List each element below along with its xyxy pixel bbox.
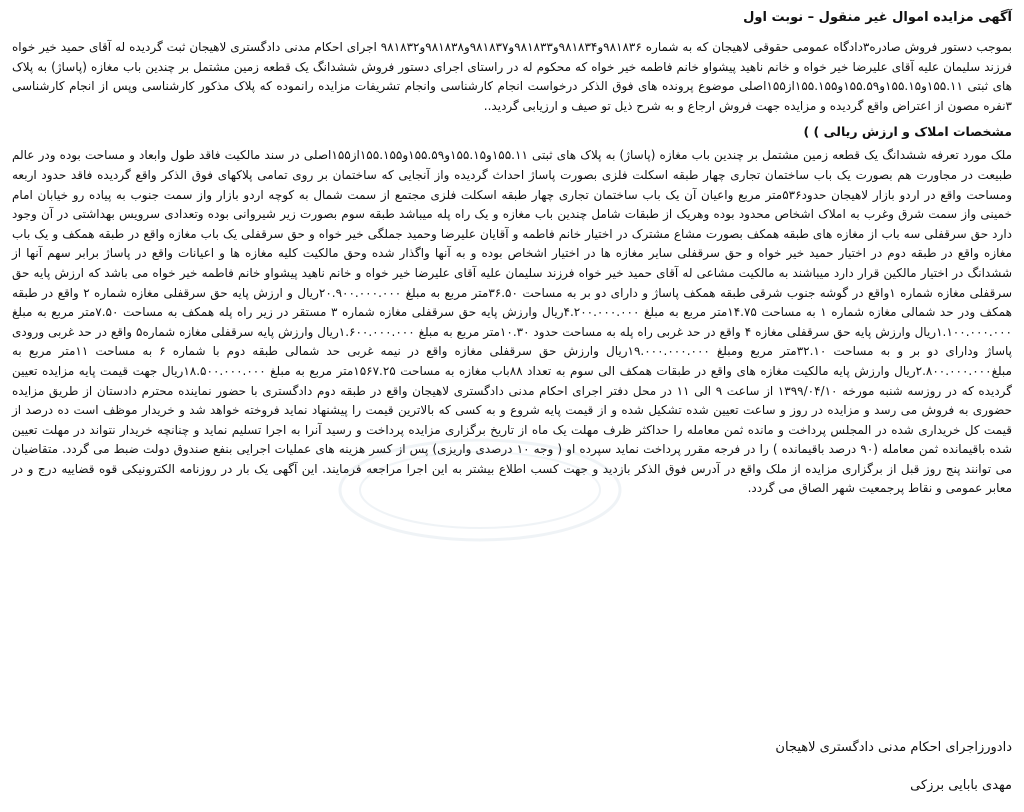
section-heading: مشخصات املاک و ارزش ریالی ) ) [803, 124, 1012, 140]
body-paragraph: ملک مورد تعرفه ششدانگ یک قطعه زمین مشتمل بر چندین باب مغازه (پاساژ) به پلاک های ثبتی ۱۵۵.۱۱و۱۵۵.۱۵و۱۵۵.۵۹و۱۵۵.۱۵۵از۱۵۵اصلی در سند مالکیت فاقد طول وابعاد و مساحت بوده ودر عالم طبیعت در مجاورت هم بصورت یک باب ساختمان تجاری چهار طبقه اسکلت فلزی بصورت پاساژ احداث گردیده واز آنجایی که ساختمان بر روی تمامی پلاکهای فوق الذکر واقع گردیده فاقد حدود اربعه ومساحت واقع در اردو بازار لاهیجان حدود۵۳۶متر مربع واعیان آن یک باب ساختمان تجاری چهار طبقه اسکلت فلزی مجتمع از سمت شمال به کوچه اردو بازار واز سمت جنوب به پیاده رو خیابان امام خمینی واز سمت شرق وغرب به املاک اشخاص محدود بوده وهریک از طبقات شامل چندین باب مغازه و یک راه پله میباشد طبقه سوم بصورت زیر شیروانی بوده وتعدادی سرویس بهداشتی در آن وجود دارد حق سرقفلی سه باب از مغازه های طبقه همکف بصورت مشاع مشترک در اختیار خانم فاطمه و آقایان علیرضا وحمید جملگی خیر خواه و حق سرقفلی یک باب مغازه واقع در طبقه همکف و یک باب مغازه واقع در طبقه دوم در اختیار حمید خیر خواه و حق سرقفلی سایر مغازه ها در اختیار اشخاص بوده و به آنها واگذار شده وحق مالکیت کلیه مغازه ها و اعیانات واقع در پاساژ برابر سهم آنها از ششدانگ در اختیار مالکین قرار دارد میباشند به مالکیت مشاعی له آقای حمید خیر خواه فرزند سلیمان علیه آقای علیرضا خیر خواه و خانم ناهید پیشواو خانم فاطمه خیر خواه می باشد که ارزش پایه حق سرقفلی مغازه شماره ۱واقع در گوشه جنوب شرقی طبقه همکف پاساژ و دارای دو بر به مساحت ۳۶.۵۰متر مربع به مبلغ ۲۰.۹۰۰.۰۰۰.۰۰۰ریال و ارزش پایه حق سرقفلی مغازه شماره ۲ واقع در طبقه همکف ودر حد شمالی مغازه شماره ۱ به مساحت ۱۴.۷۵متر مربع به مبلغ ۴.۲۰۰.۰۰۰.۰۰۰ریال وارزش پایه حق سرقفلی مغازه شماره ۳ مستقر در زیر راه پله همکف به مساحت ۷.۵۰متر مربع به مبلغ ۱.۱۰۰.۰۰۰.۰۰۰ریال وارزش پایه حق سرقفلی مغازه ۴ واقع در حد غربی راه پله به مساحت حدود ۱۰.۳۰متر مربع به مبلغ ۱.۶۰۰.۰۰۰.۰۰۰ریال وارزش پایه سرقفلی مغازه شماره۵ واقع در حد غربی ورودی پاساژ ودارای دو بر و به مساحت ۳۲.۱۰متر مربع ومبلغ ۱۹.۰۰۰.۰۰۰.۰۰۰ریال وارزش حق سرقفلی مغازه واقع در نیمه غربی حد شمالی طبقه دوم با شماره ۶ به مساحت ۱۱متر مربع به مبلغ۲.۸۰۰.۰۰۰.۰۰۰ریال وارزش پایه مالکیت مغازه های واقع در طبقات همکف الی سوم به تعداد ۸۸باب مغازه به مساحت ۱۵۶۷.۲۵متر مربع به مبلغ ۱۸.۵۰۰.۰۰۰.۰۰۰ریال جهت قیمت پایه مزایده تعیین گردیده که در روزسه شنبه مورخه ۱۳۹۹/۰۴/۱۰ از ساعت ۹ الی ۱۱ در محل دفتر اجرای احکام مدنی دادگستری لاهیجان واقع در طبقه دوم دادگستری با حضور نماینده محترم دادستان از طریق مزایده حضوری به فروش می رسد و مزایده در روز و ساعت تعیین شده تشکیل شده و از قیمت پایه شروع و به کسی که بالاترین قیمت را پیشنهاد نماید فروخته خواهد شد و خریدار موظف است ده درصد از قیمت کل خریداری شده در المجلس پرداخت و مانده ثمن معامله را حداکثر ظرف مهلت یک ماه از تاریخ برگزاری مزایده پرداخت و رسید آنرا به اجرا تسلیم نماید و چنانچه خریدار نتواند در مهلت تعیین شده باقیمانده ثمن معامله (۹۰ درصد باقیمانده ) را در فرجه مقرر پرداخت نماید سپرده او ( وجه ۱۰ درصدی واریزی) پس از کسر هزینه های عملیات اجرایی بنفع صندوق دولت ضبط می گردد. متقاضیان می توانند پنج روز قبل از برگزاری مزایده از ملک واقع در آدرس فوق الذکر بازدید و جهت کسب اطلاع بیشتر به این اجرا مراجعه فرمایند. این آگهی یک بار در روزنامه الکترونیکی قوه قضاییه درج و در معابر عمومی و نقاط پرجمعیت شهر الصاق می گردد. [12, 148, 1013, 496]
intro-paragraph: بموجب دستور فروش صادره۳دادگاه عمومی حقوقی لاهیجان که به شماره ۹۸۱۸۳۶و۹۸۱۸۳۴و۹۸۱۸۳۳و۹۸۱۸۳۷و۹۸۱۸۳۸و۹۸۱۸۳۲ اجرای احکام مدنی دادگستری لاهیجان ثبت گردیده له آقای حمید خیر خواه فرزند سلیمان علیه آقای علیرضا خیر خواه و خانم ناهید پیشواو خانم فاطمه خیر خواه که محکوم له در راستای اجرای دستور فروش ششدانگ یک قطعه زمین مشتمل بر چندین باب مغازه (پاساژ) به پلاک های ثبتی ۱۵۵.۱۱و۱۵۵.۱۵و۱۵۵.۵۹و۱۵۵.۱۵۵از۱۵۵اصلی موضوع پرونده های فوق الذکر درخواست انجام کارشناسی وانجام تشریفات مزایده رانموده که پلاک مذکور کارشناسی وپس از انجام کارشناسی ۳نفره مصون از اعتراض واقع گردیده و مزایده جهت فروش ارجاع و به شرح ذیل تو صیف و ارزیابی گردید.. [12, 40, 1012, 113]
signature-name: مهدی بابایی برزکی [910, 778, 1012, 793]
signature-office: دادورزاجرای احکام مدنی دادگستری لاهیجان [775, 740, 1012, 755]
notice-title: آگهی مزایده اموال غیر منقول – نوبت اول [743, 10, 1012, 25]
signature-block [775, 738, 1012, 796]
